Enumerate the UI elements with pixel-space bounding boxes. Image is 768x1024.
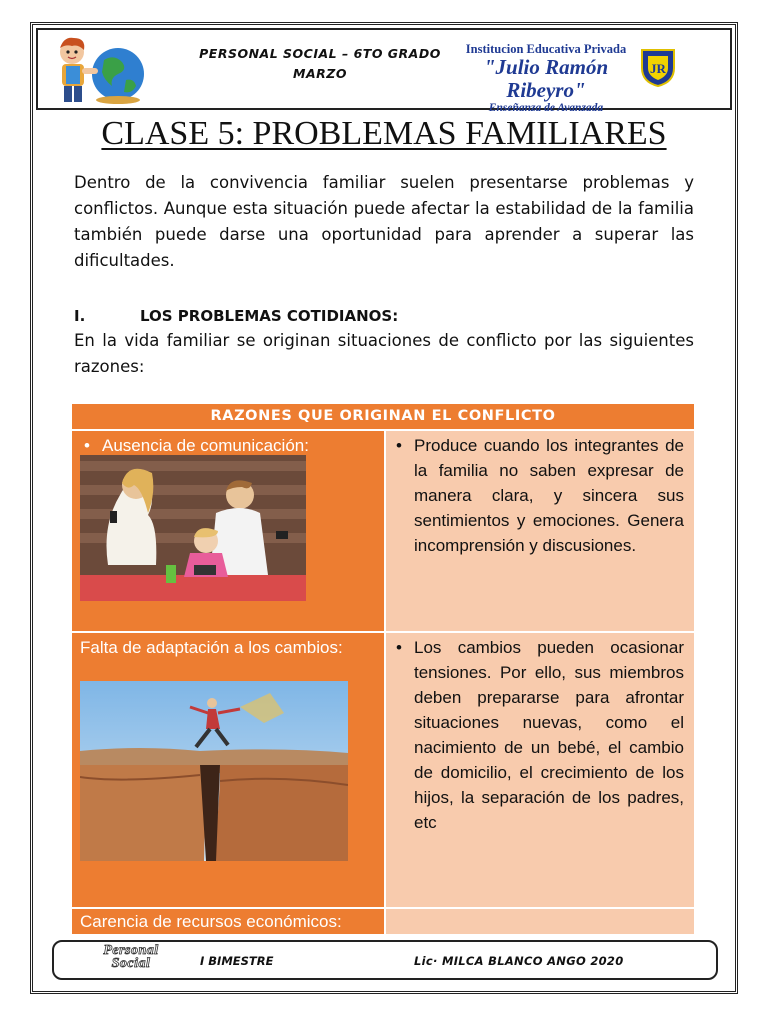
school-shield-icon	[640, 48, 676, 88]
school-logo	[456, 42, 636, 114]
table-header: RAZONES QUE ORIGINAN EL CONFLICTO	[72, 404, 694, 429]
school-motto: Enseñanza de Avanzada	[488, 102, 604, 114]
intro-paragraph: Dentro de la convivencia familiar suelen presentarse problemas y conflictos. Aunque esta situación puede afectar la estabilidad de la familia también puede darse una oportunidad para aprender a superar las dificultades.	[74, 173, 694, 270]
header-line2: MARZO	[293, 66, 347, 81]
header-line1: PERSONAL SOCIAL – 6TO GRADO	[199, 46, 441, 61]
footer-logo-line1: Personal	[103, 943, 159, 958]
section-paragraph: En la vida familiar se originan situaciones de conflicto por las siguientes razones:	[74, 331, 694, 376]
table-row-description-3	[386, 909, 694, 934]
reason-label-1: • Ausencia de comunicación:	[84, 436, 309, 455]
canyon-jump-photo	[80, 681, 348, 861]
school-name: "Julio Ramón Ribeyro"	[483, 55, 609, 102]
footer-logo	[84, 944, 178, 976]
table-row-reason-3	[72, 909, 384, 934]
footer-term: I BIMESTRE	[200, 954, 274, 968]
section-number: I.	[74, 307, 86, 325]
svg-text:JR: JR	[650, 61, 666, 76]
section-title: LOS PROBLEMAS COTIDIANOS:	[140, 307, 399, 325]
table-row-reason-1	[72, 431, 384, 631]
reason-label-2: Falta de adaptación a los cambios:	[80, 638, 343, 657]
header-subject	[170, 44, 470, 84]
family-phones-photo	[80, 455, 306, 601]
reason-label-3: Carencia de recursos económicos:	[80, 912, 342, 931]
student-globe-logo	[44, 36, 152, 106]
footer-author: Lic· MILCA BLANCO ANGO 2020	[414, 954, 624, 968]
school-line1: Institucion Educativa Privada	[465, 42, 627, 56]
description-text-1: • Produce cuando los integrantes de la familia no saben expresar de manera clara, y sincera sus sentimientos y emociones. Genera incomprensión y discusiones.	[414, 433, 684, 558]
table-row-description-1	[386, 431, 694, 631]
footer-logo-line2: Social	[111, 956, 151, 971]
table-row-description-2	[386, 633, 694, 907]
section-heading	[74, 304, 398, 328]
page-title: CLASE 5: PROBLEMAS FAMILIARES	[101, 115, 667, 152]
reasons-table	[72, 404, 694, 934]
description-text-2: • Los cambios pueden ocasionar tensiones. Por ello, sus miembros deben prepararse para afrontar situaciones nuevas, como el nacimiento de un bebé, el cambio de domicilio, el crecimiento de los hijos, la separación de los padres, etc	[414, 635, 684, 835]
table-row-reason-2	[72, 633, 384, 907]
